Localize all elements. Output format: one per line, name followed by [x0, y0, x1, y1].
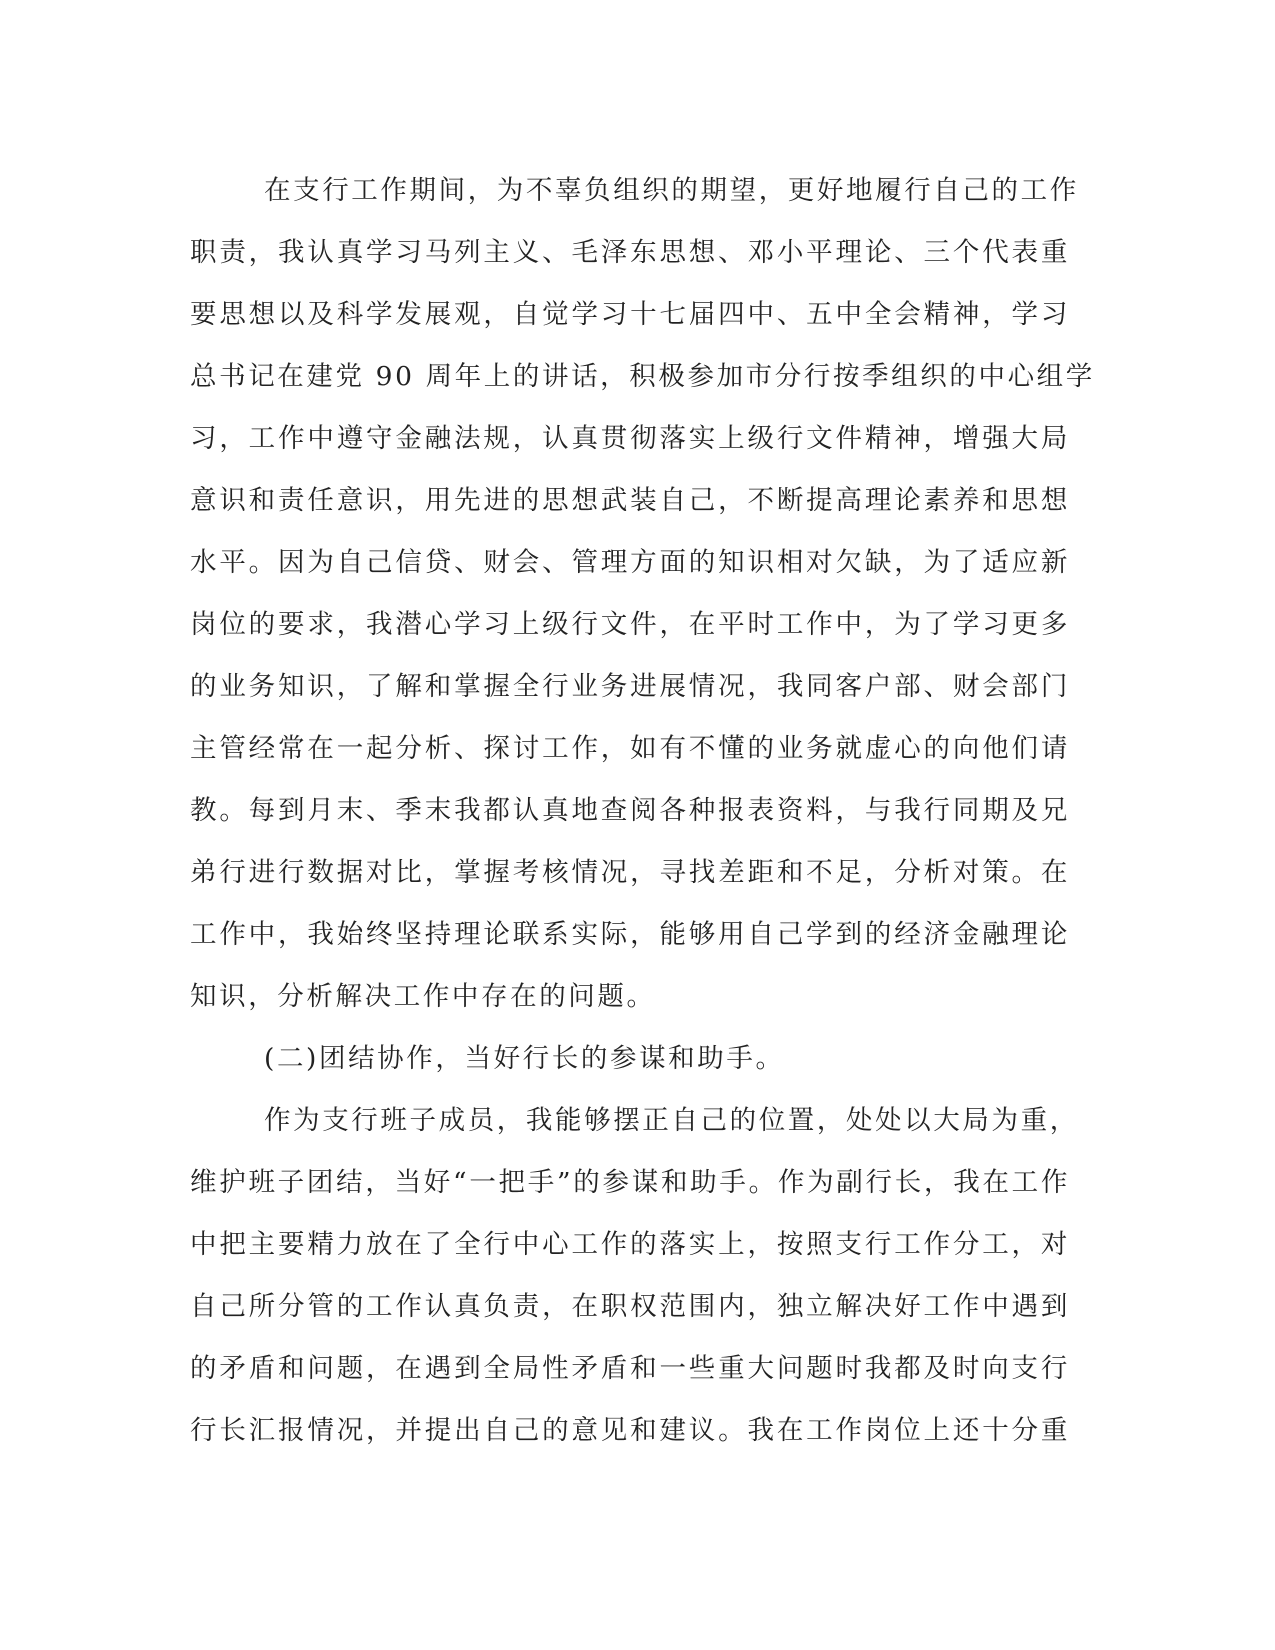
paragraph-line: 作为支行班子成员，我能够摆正自己的位置，处处以大局为重， — [264, 1105, 1079, 1136]
paragraph-line: 意识和责任意识，用先进的思想武装自己，不断提高理论素养和思想 — [190, 485, 1070, 516]
section-heading: (二)团结协作，当好行长的参谋和助手。 — [264, 1043, 785, 1074]
paragraph-line: 自己所分管的工作认真负责，在职权范围内，独立解决好工作中遇到 — [190, 1291, 1070, 1322]
paragraph-line: 行长汇报情况，并提出自己的意见和建议。我在工作岗位上还十分重 — [190, 1415, 1070, 1446]
paragraph-line: 岗位的要求，我潜心学习上级行文件，在平时工作中，为了学习更多 — [190, 609, 1070, 640]
document-body — [190, 160, 1095, 1462]
paragraph-line: 教。每到月末、季末我都认真地查阅各种报表资料，与我行同期及兄 — [190, 795, 1070, 826]
paragraph-line: 水平。因为自己信贷、财会、管理方面的知识相对欠缺，为了适应新 — [190, 547, 1070, 578]
paragraph-line: 要思想以及科学发展观，自觉学习十七届四中、五中全会精神，学习 — [190, 299, 1070, 330]
paragraph-line: 的矛盾和问题，在遇到全局性矛盾和一些重大问题时我都及时向支行 — [190, 1353, 1070, 1384]
paragraph-line: 习，工作中遵守金融法规，认真贯彻落实上级行文件精神，增强大局 — [190, 423, 1070, 454]
paragraph-line: 中把主要精力放在了全行中心工作的落实上，按照支行工作分工，对 — [190, 1229, 1070, 1260]
paragraph-line: 工作中，我始终坚持理论联系实际，能够用自己学到的经济金融理论 — [190, 919, 1070, 950]
paragraph-line: 弟行进行数据对比，掌握考核情况，寻找差距和不足，分析对策。在 — [190, 857, 1070, 888]
paragraph-line: 主管经常在一起分析、探讨工作，如有不懂的业务就虚心的向他们请 — [190, 733, 1070, 764]
paragraph-line: 的业务知识，了解和掌握全行业务进展情况，我同客户部、财会部门 — [190, 671, 1070, 702]
paragraph-line: 总书记在建党 90 周年上的讲话，积极参加市分行按季组织的中心组学 — [190, 361, 1095, 392]
paragraph-line: 维护班子团结，当好“一把手”的参谋和助手。作为副行长，我在工作 — [190, 1167, 1070, 1198]
paragraph-line: 职责，我认真学习马列主义、毛泽东思想、邓小平理论、三个代表重 — [190, 237, 1070, 268]
paragraph-line: 知识，分析解决工作中存在的问题。 — [190, 981, 656, 1012]
paragraph-line: 在支行工作期间，为不辜负组织的期望，更好地履行自己的工作 — [264, 175, 1079, 206]
